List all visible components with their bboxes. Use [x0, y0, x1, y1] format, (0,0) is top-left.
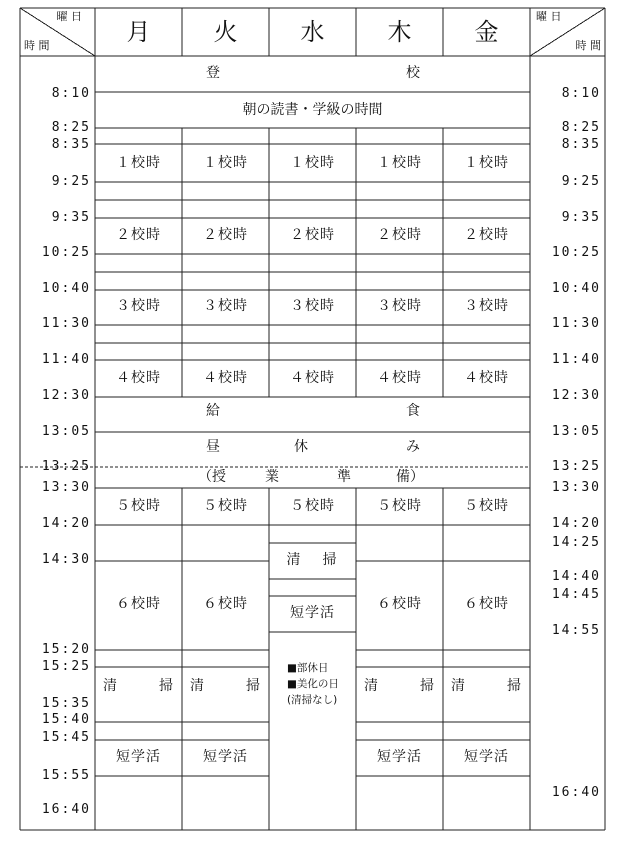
period-cell: ５校時 — [377, 498, 422, 514]
toko-label: 登 — [206, 65, 220, 81]
cleaning-label: 掃 — [322, 552, 338, 568]
period-cell: ４校時 — [290, 370, 335, 386]
cleaning-label: 掃 — [507, 678, 522, 694]
period-cell: ５校時 — [203, 498, 248, 514]
time-label-left: 8:35 — [51, 137, 91, 152]
break-label: み — [406, 439, 420, 455]
time-label-left: 8:10 — [51, 86, 91, 101]
time-label-right: 14:55 — [551, 623, 601, 638]
day-header: 火 — [213, 18, 238, 46]
period-cell: ３校時 — [116, 298, 161, 314]
header-day-label: 曜 日 — [56, 10, 82, 23]
time-label-left: 9:25 — [51, 174, 91, 189]
time-label-left: 9:35 — [51, 210, 91, 225]
time-label-left: 11:30 — [41, 316, 91, 331]
period-cell: ３校時 — [464, 298, 509, 314]
time-label-right: 14:40 — [551, 569, 601, 584]
lunch-label: 食 — [406, 403, 420, 419]
short-homeroom-label: 短学活 — [116, 749, 161, 765]
period-cell: ２校時 — [116, 227, 161, 243]
period-cell: ５校時 — [116, 498, 161, 514]
time-label-right: 14:45 — [551, 587, 601, 602]
lunch-label: 給 — [206, 403, 220, 419]
time-label-left: 11:40 — [41, 352, 91, 367]
cleaning-label: 清 — [190, 678, 205, 694]
period-cell: ６校時 — [377, 596, 422, 612]
time-label-left: 15:35 — [41, 696, 91, 711]
period-cell: ５校時 — [464, 498, 509, 514]
period-cell: １校時 — [116, 155, 161, 171]
time-label-left: 15:55 — [41, 768, 91, 783]
period-cell: ２校時 — [203, 227, 248, 243]
prep-label: 準 — [337, 469, 351, 485]
cleaning-label: 掃 — [246, 678, 261, 694]
period-cell: ６校時 — [116, 596, 161, 612]
period-cell: ４校時 — [464, 370, 509, 386]
time-label-left: 8:25 — [51, 120, 91, 135]
time-label-right: 8:25 — [561, 120, 601, 135]
time-label-left: 15:25 — [41, 659, 91, 674]
time-label-left: 13:25 — [41, 459, 91, 474]
time-label-left: 14:30 — [41, 552, 91, 567]
cleaning-label: 清 — [286, 552, 302, 568]
prep-label: 備） — [396, 469, 424, 485]
header-time-label: 時 間 — [575, 39, 601, 52]
period-cell: ４校時 — [377, 370, 422, 386]
period-cell: ３校時 — [377, 298, 422, 314]
period-cell: １校時 — [377, 155, 422, 171]
period-cell: ３校時 — [203, 298, 248, 314]
time-label-right: 13:30 — [551, 480, 601, 495]
time-label-right: 11:30 — [551, 316, 601, 331]
period-cell: ３校時 — [290, 298, 335, 314]
prep-label: （授 — [198, 469, 226, 485]
cleaning-label: 掃 — [159, 678, 174, 694]
short-homeroom-label: 短学活 — [290, 605, 335, 621]
time-label-right: 16:40 — [551, 785, 601, 800]
break-label: 昼 — [206, 439, 220, 455]
time-label-right: 9:25 — [561, 174, 601, 189]
period-cell: １校時 — [290, 155, 335, 171]
time-label-left: 16:40 — [41, 802, 91, 817]
time-label-right: 13:05 — [551, 424, 601, 439]
time-label-right: 13:25 — [551, 459, 601, 474]
time-label-left: 10:25 — [41, 245, 91, 260]
time-label-right: 8:10 — [561, 86, 601, 101]
toko-label: 校 — [406, 65, 420, 81]
period-cell: ２校時 — [290, 227, 335, 243]
time-label-right: 10:40 — [551, 281, 601, 296]
time-label-right: 12:30 — [551, 388, 601, 403]
time-label-left: 13:30 — [41, 480, 91, 495]
period-cell: ５校時 — [290, 498, 335, 514]
time-label-left: 10:40 — [41, 281, 91, 296]
header-time-label: 時 間 — [24, 39, 50, 52]
period-cell: １校時 — [203, 155, 248, 171]
time-label-left: 15:40 — [41, 712, 91, 727]
short-homeroom-label: 短学活 — [377, 749, 422, 765]
time-label-left: 15:20 — [41, 642, 91, 657]
time-label-right: 9:35 — [561, 210, 601, 225]
header-day-label: 曜 日 — [536, 10, 562, 23]
wednesday-note: ■部休日 ■美化の日 (清掃なし) — [287, 662, 339, 706]
time-label-left: 12:30 — [41, 388, 91, 403]
day-header: 月 — [126, 18, 151, 46]
period-cell: ２校時 — [464, 227, 509, 243]
cleaning-label: 清 — [103, 678, 118, 694]
cleaning-label: 清 — [364, 678, 379, 694]
short-homeroom-label: 短学活 — [464, 749, 509, 765]
period-cell: ６校時 — [203, 596, 248, 612]
morning-reading-label: 朝の読書・学級の時間 — [242, 102, 383, 118]
time-label-right: 14:25 — [551, 535, 601, 550]
day-header: 水 — [300, 18, 325, 46]
time-label-left: 15:45 — [41, 730, 91, 745]
period-cell: ２校時 — [377, 227, 422, 243]
day-header: 木 — [387, 18, 412, 46]
time-label-right: 10:25 — [551, 245, 601, 260]
period-cell: １校時 — [464, 155, 509, 171]
time-label-left: 13:05 — [41, 424, 91, 439]
time-label-right: 14:20 — [551, 516, 601, 531]
period-cell: ６校時 — [464, 596, 509, 612]
time-label-left: 14:20 — [41, 516, 91, 531]
cleaning-label: 清 — [451, 678, 466, 694]
short-homeroom-label: 短学活 — [203, 749, 248, 765]
time-label-right: 8:35 — [561, 137, 601, 152]
day-header: 金 — [474, 18, 499, 46]
cleaning-label: 掃 — [420, 678, 435, 694]
period-cell: ４校時 — [116, 370, 161, 386]
break-label: 休 — [294, 439, 308, 455]
prep-label: 業 — [265, 469, 279, 485]
period-cell: ４校時 — [203, 370, 248, 386]
time-label-right: 11:40 — [551, 352, 601, 367]
